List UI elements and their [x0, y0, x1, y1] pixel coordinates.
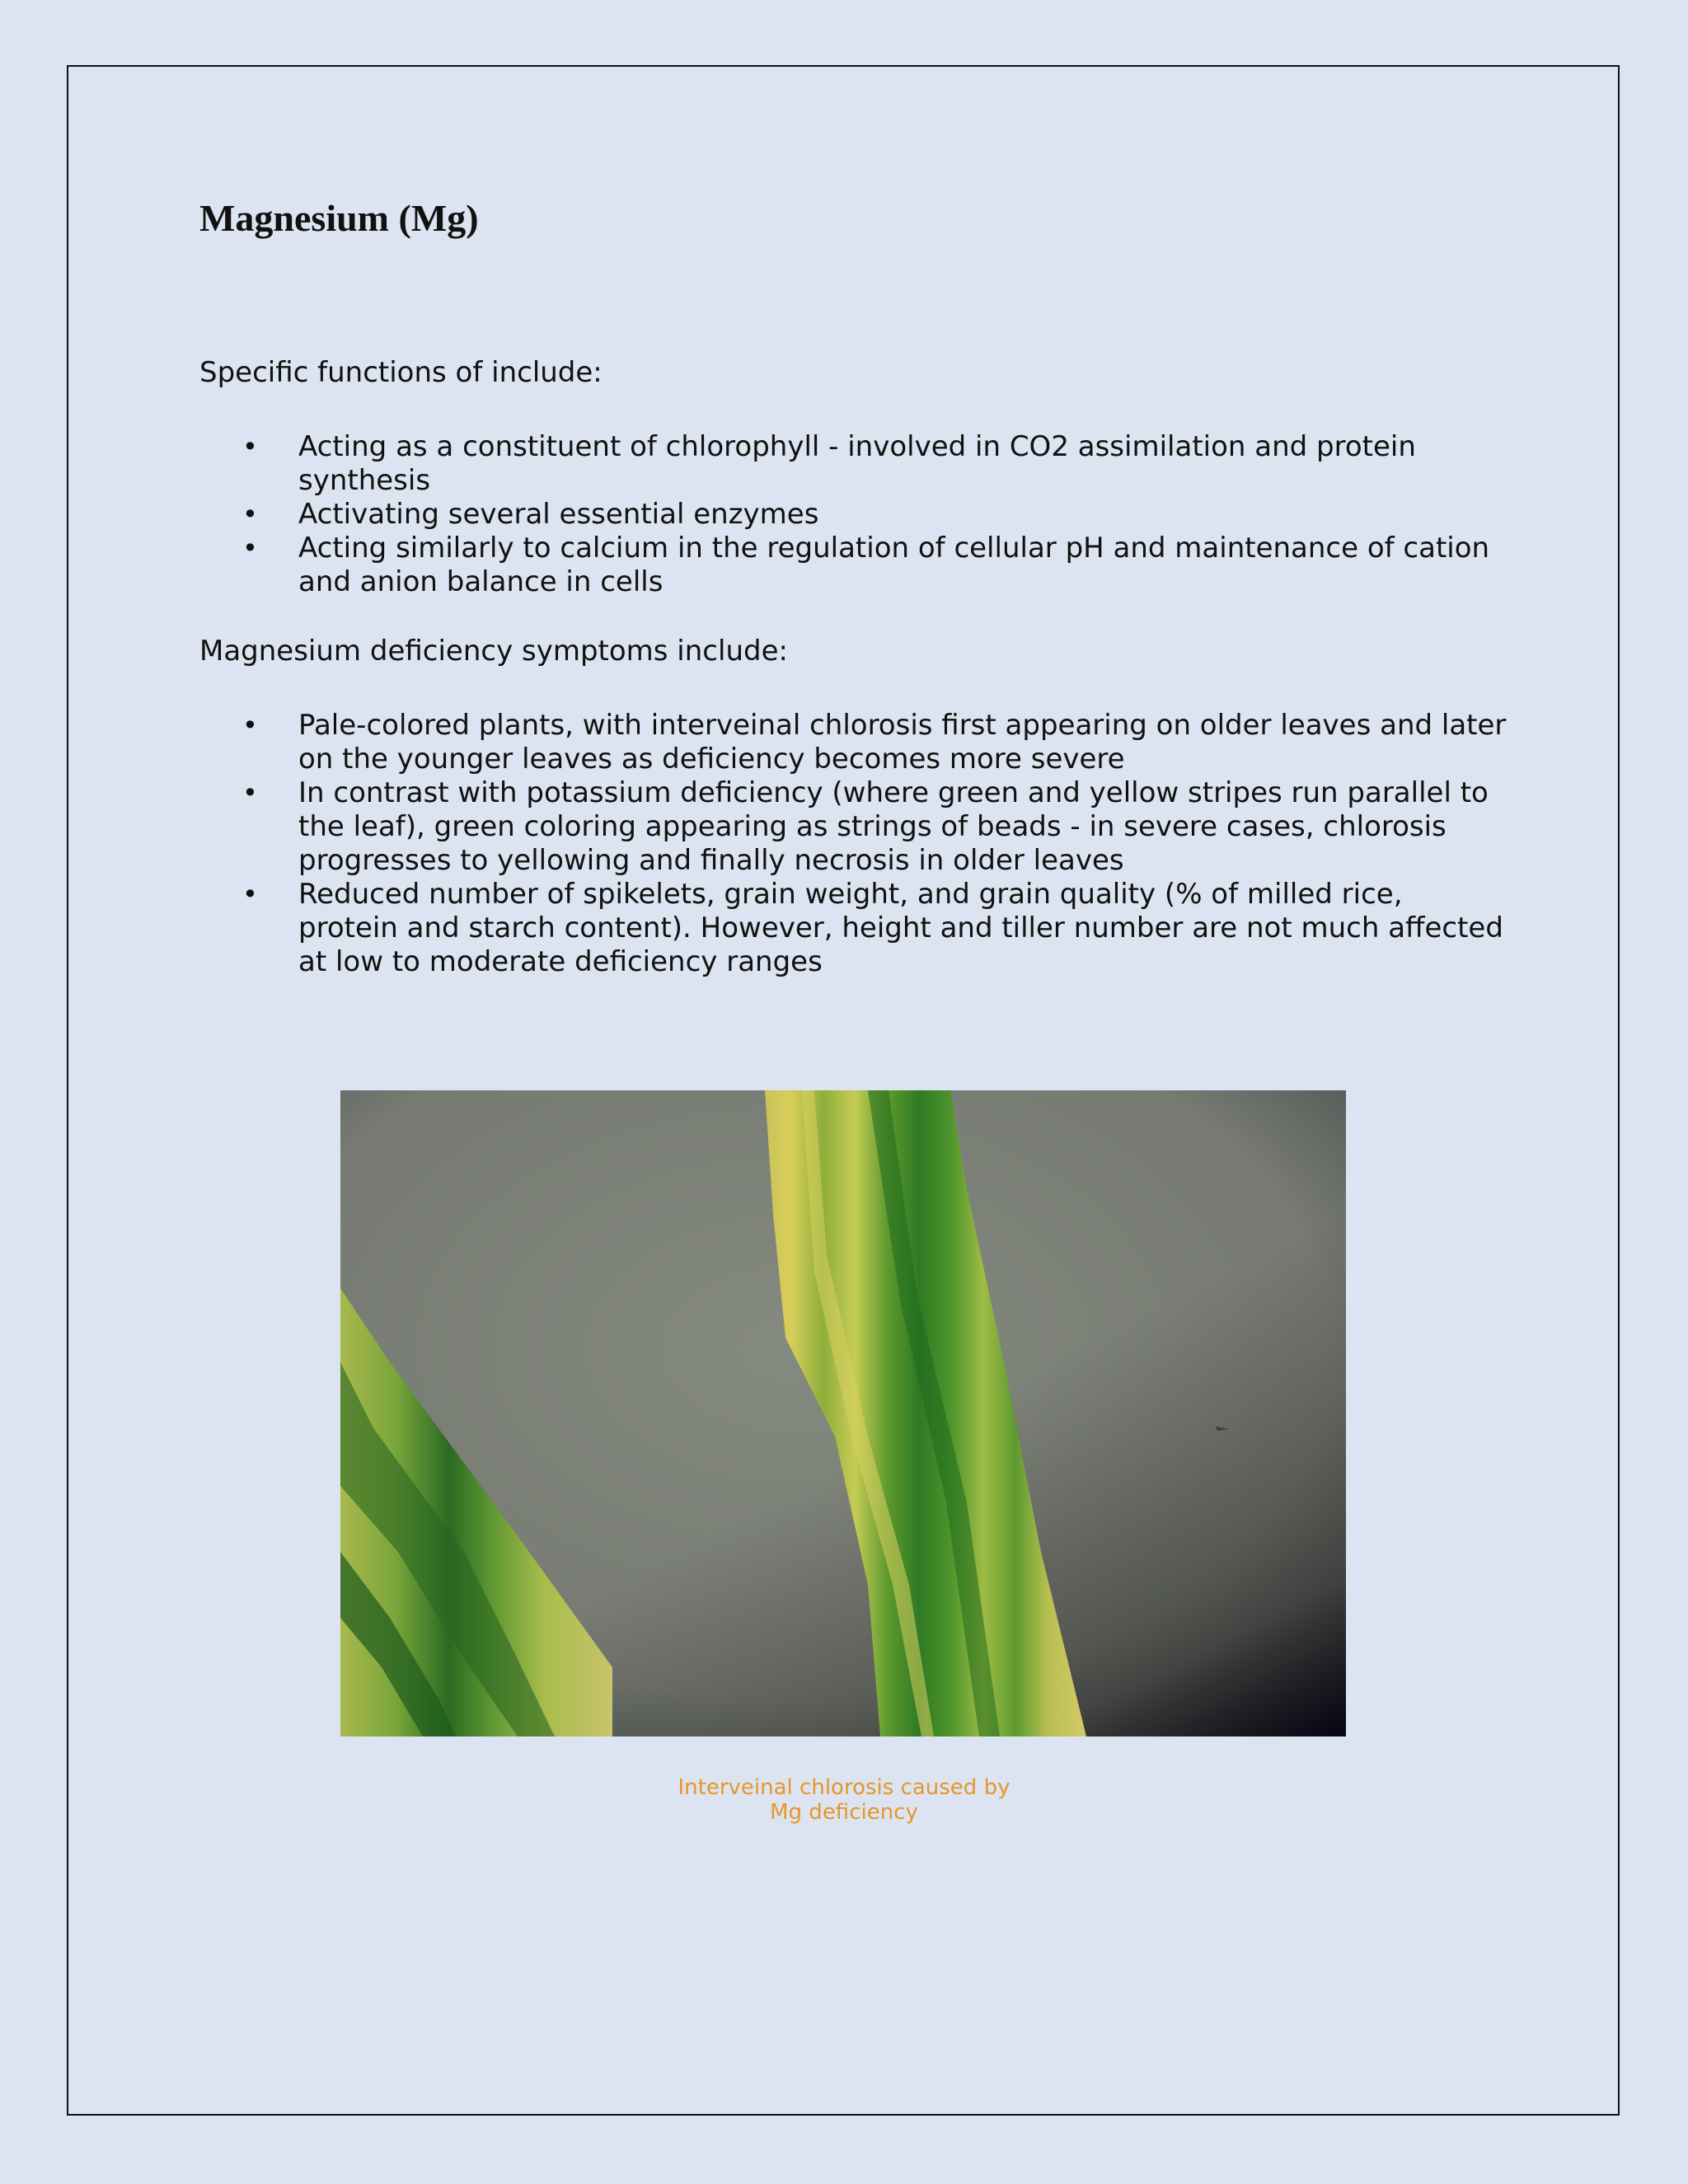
leaf-photo — [340, 1090, 1346, 1736]
symptoms-intro: Magnesium deficiency symptoms include: — [199, 635, 788, 668]
bullet-icon: • — [242, 777, 258, 808]
figure-caption — [0, 1775, 1688, 1825]
list-item — [199, 498, 1502, 532]
list-item-text: Pale-colored plants, with interveinal chlorosis first appearing on older leaves and later on the younger leaves as deficiency becomes more severe — [298, 709, 1507, 776]
bullet-icon: • — [242, 532, 258, 564]
bullet-icon: • — [242, 499, 258, 530]
bullet-icon: • — [242, 879, 258, 910]
list-item-text: In contrast with potassium deficiency (where green and yellow stripes run parallel to the leaf), green coloring appearing as strings of beads - in severe cases, chlorosis progresses to yellowing and finally necrosis in older leaves — [298, 776, 1489, 877]
bullet-icon: • — [242, 431, 258, 462]
list-item — [199, 709, 1507, 776]
list-item-text: Acting as a constituent of chlorophyll - involved in CO2 assimilation and protein synthesis — [298, 430, 1416, 497]
caption-line-2: Mg deficiency — [770, 1800, 918, 1825]
list-item — [199, 776, 1502, 878]
bullet-icon: • — [242, 710, 258, 741]
list-item — [199, 532, 1502, 599]
list-item-text: Acting similarly to calcium in the regulation of cellular pH and maintenance of cation and anion balance in cells — [298, 532, 1490, 598]
symptoms-list — [199, 709, 1507, 979]
list-item-text: Reduced number of spikelets, grain weight, and grain quality (% of milled rice, protein and starch content). However, height and tiller number are not much affected at low to moderate deficiency ranges — [298, 878, 1503, 978]
list-item-text: Activating several essential enzymes — [298, 498, 819, 531]
page-title: Magnesium (Mg) — [199, 197, 479, 239]
caption-line-1: Interveinal chlorosis caused by — [678, 1775, 1010, 1800]
list-item — [199, 878, 1502, 979]
functions-intro: Specific functions of include: — [199, 356, 603, 389]
list-item — [199, 430, 1502, 498]
functions-list — [199, 430, 1502, 599]
